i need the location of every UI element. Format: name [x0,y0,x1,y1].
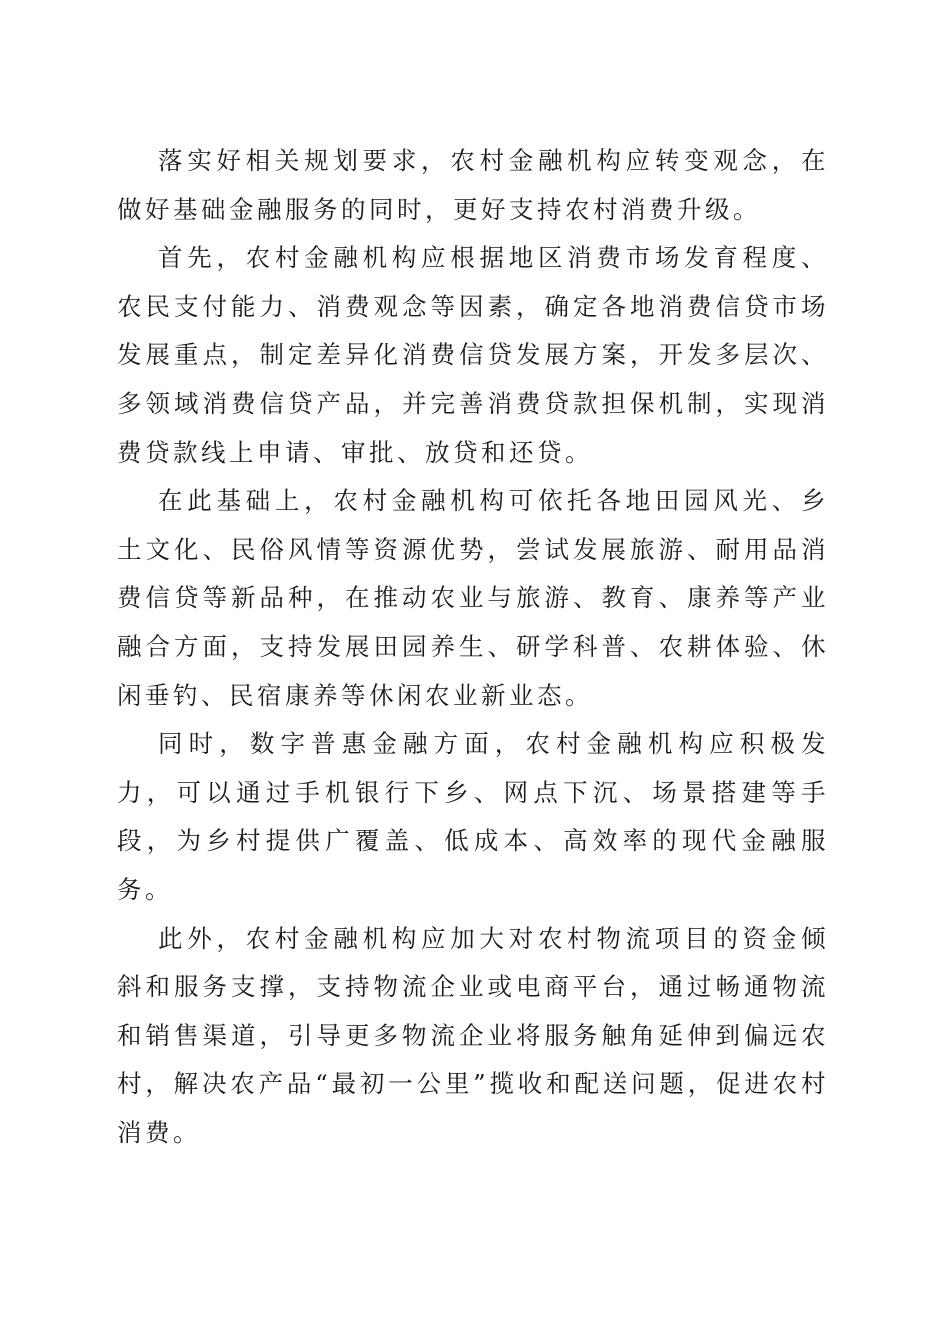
paragraph-4: 同时，数字普惠金融方面，农村金融机构应积极发力，可以通过手机银行下乡、网点下沉、场景搭建等手段，为乡村提供广覆盖、低成本、高效率的现代金融服务。 [117,729,829,904]
article-body [117,137,829,1157]
paragraph-1: 落实好相关规划要求，农村金融机构应转变观念，在做好基础金融服务的同时，更好支持农村消费升级。 [117,146,829,224]
paragraph-5: 此外，农村金融机构应加大对农村物流项目的资金倾斜和服务支撑，支持物流企业或电商平台，通过畅通物流和销售渠道，引导更多物流企业将服务触角延伸到偏远农村，解决农产品“最初一公里”揽收和配送问题，促进农村消费。 [117,923,829,1147]
paragraph-3: 在此基础上，农村金融机构可依托各地田园风光、乡土文化、民俗风情等资源优势，尝试发展旅游、耐用品消费信贷等新品种，在推动农业与旅游、教育、康养等产业融合方面，支持发展田园养生、研学科普、农耕体验、休闲垂钓、民宿康养等休闲农业新业态。 [117,486,829,710]
paragraph-2: 首先，农村金融机构应根据地区消费市场发育程度、农民支付能力、消费观念等因素，确定各地消费信贷市场发展重点，制定差异化消费信贷发展方案，开发多层次、多领域消费信贷产品，并完善消费贷款担保机制，实现消费贷款线上申请、审批、放贷和还贷。 [117,243,829,467]
